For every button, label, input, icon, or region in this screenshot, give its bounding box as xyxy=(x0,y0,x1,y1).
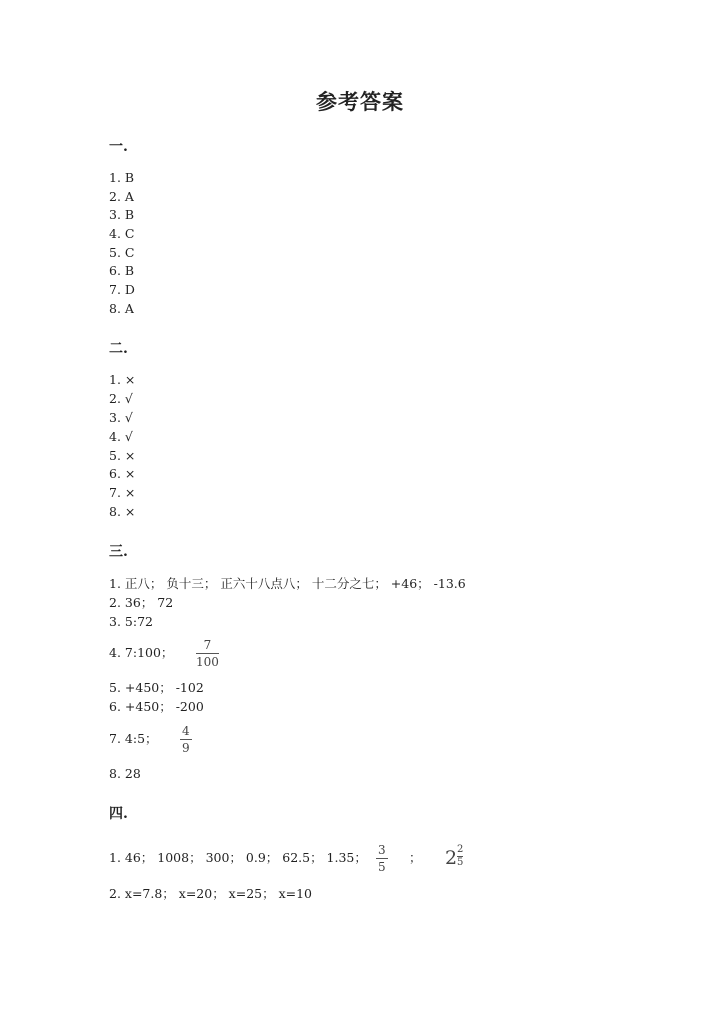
fraction-4-9 xyxy=(180,725,192,754)
mixed-number-whole: 2 xyxy=(445,847,458,869)
answer-1-5: 5. C xyxy=(109,245,135,260)
fraction-7-100 xyxy=(196,639,219,668)
mixed-number-2-2-5 xyxy=(445,844,471,875)
answer-3-8: 8. 28 xyxy=(109,766,141,781)
answer-2-2: 2. √ xyxy=(109,391,133,406)
answer-1-1: 1. B xyxy=(109,170,135,185)
answer-3-3: 3. 5:72 xyxy=(109,614,153,629)
answer-3-5: 5. +450； -102 xyxy=(109,680,204,695)
section-heading-1: 一. xyxy=(109,139,128,155)
page-title: 参考答案 xyxy=(316,89,404,114)
answer-1-8: 8. A xyxy=(109,301,134,316)
section-heading-2: 二. xyxy=(109,341,128,357)
fraction-denominator: 100 xyxy=(196,655,219,669)
answer-3-6: 6. +450； -200 xyxy=(109,699,204,714)
fraction-numerator: 7 xyxy=(196,639,219,654)
answer-1-2: 2. A xyxy=(109,189,134,204)
fraction-numerator: 4 xyxy=(182,724,190,738)
fraction-numerator: 3 xyxy=(378,843,386,857)
fraction-denominator: 5 xyxy=(457,857,464,868)
answer-4-2: 2. x=7.8； x=20； x=25； x=10 xyxy=(109,886,313,901)
answer-1-6: 6. B xyxy=(109,263,135,278)
answer-2-4: 4. √ xyxy=(109,429,133,444)
answer-2-8: 8. × xyxy=(109,504,136,519)
section-heading-4: 四. xyxy=(109,806,128,822)
answer-4-1-separator: ； xyxy=(409,850,422,865)
fraction-denominator: 5 xyxy=(378,860,386,874)
answer-2-6: 6. × xyxy=(109,466,136,481)
answer-4-1: 1. 46； 1008； 300； 0.9； 62.5； 1.35； xyxy=(109,850,367,865)
answer-2-7: 7. × xyxy=(109,485,136,500)
fraction-numerator: 2 xyxy=(457,844,464,855)
answer-3-7: 7. 4:5； xyxy=(109,731,158,746)
answer-2-1: 1. × xyxy=(109,372,136,387)
answer-1-4: 4. C xyxy=(109,226,135,241)
answer-3-1: 1. 正八； 负十三； 正六十八点八； 十二分之七； +46； -13.6 xyxy=(109,576,466,591)
answer-1-7: 7. D xyxy=(109,282,135,297)
fraction-3-5 xyxy=(376,844,388,873)
answer-2-3: 3. √ xyxy=(109,410,133,425)
answer-2-5: 5. × xyxy=(109,448,136,463)
answer-1-3: 3. B xyxy=(109,207,135,222)
answer-3-4: 4. 7:100； xyxy=(109,645,174,660)
section-heading-3: 三. xyxy=(109,544,128,560)
mixed-number-fraction xyxy=(457,845,463,868)
answer-3-2: 2. 36； 72 xyxy=(109,595,174,610)
fraction-denominator: 9 xyxy=(182,741,190,755)
